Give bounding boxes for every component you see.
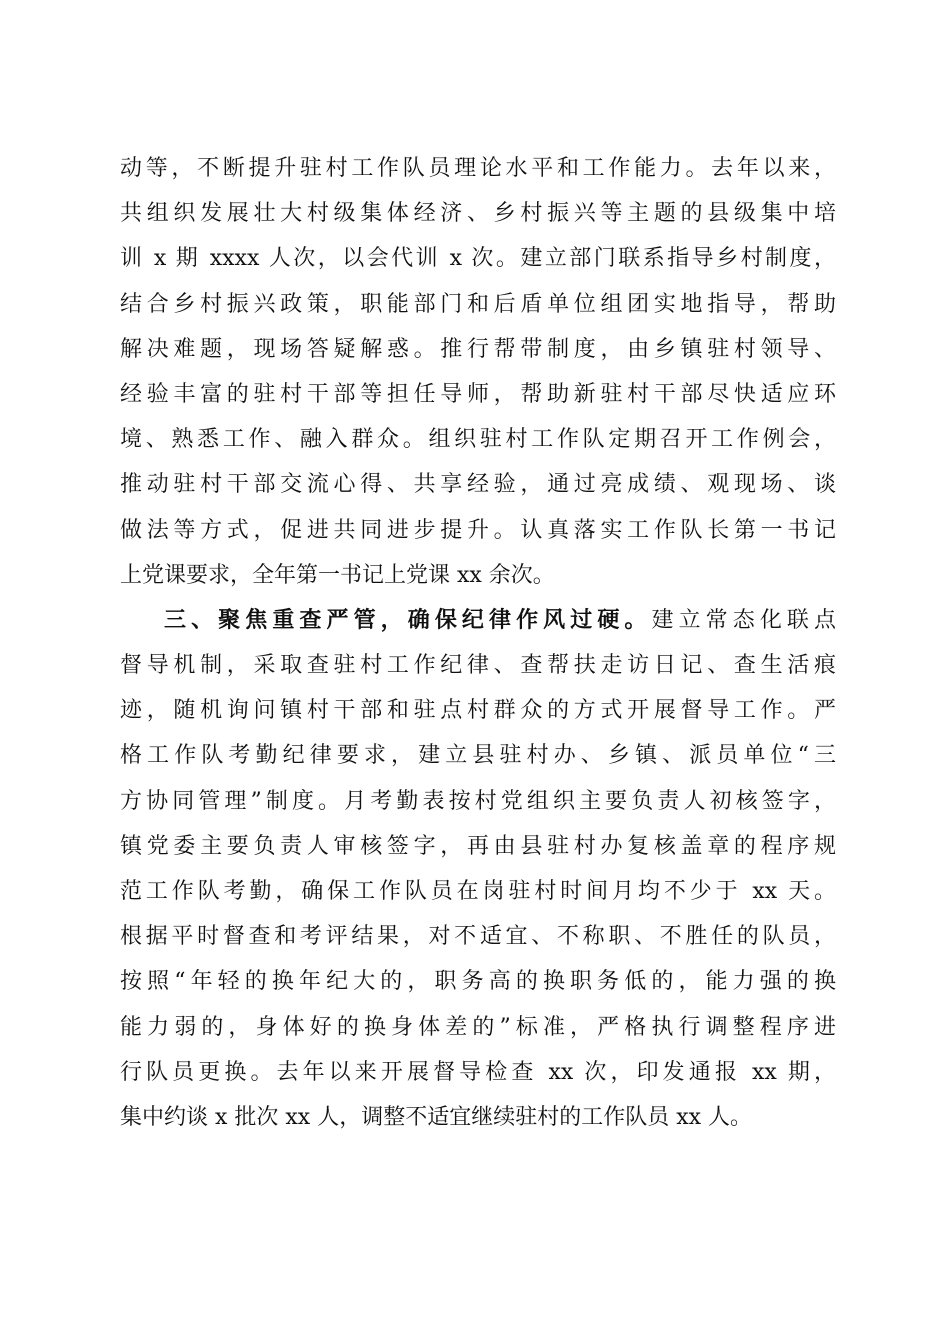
text-line: 共组织发展壮大村级集体经济、乡村振兴等主题的县级集中培 [120, 201, 836, 227]
text-line: 按照“年轻的换年纪大的，职务高的换职务低的，能力强的换 [120, 969, 836, 995]
heading-line [120, 598, 836, 643]
text-line: 格工作队考勤纪律要求，建立县驻村办、乡镇、派员单位“三 [120, 743, 836, 769]
text-line: 动等，不断提升驻村工作队员理论水平和工作能力。去年以来， [120, 156, 836, 181]
section-heading: 三、聚焦重查严管，确保纪律作风过硬。 [164, 606, 652, 633]
text-line: 结合乡村振兴政策，职能部门和后盾单位组团实地指导，帮助 [120, 291, 836, 317]
text-line: 范工作队考勤，确保工作队员在岗驻村时间月均不少于 xx 天。 [120, 879, 836, 904]
document-body [120, 146, 836, 1140]
text-line: 训 x 期 xxxx 人次，以会代训 x 次。建立部门联系指导乡村制度， [120, 246, 836, 272]
text-line: 能力弱的，身体好的换身体差的”标准，严格执行调整程序进 [120, 1014, 836, 1040]
heading-line-rest: 建立常态化联点 [651, 607, 836, 633]
text-line: 迹，随机询问镇村干部和驻点村群众的方式开展督导工作。严 [120, 698, 836, 724]
text-line: 境、熟悉工作、融入群众。组织驻村工作队定期召开工作例会， [120, 427, 836, 453]
text-line: 行队员更换。去年以来开展督导检查 xx 次，印发通报 xx 期， [120, 1059, 836, 1085]
paragraph-2 [120, 598, 836, 1140]
text-line: 镇党委主要负责人审核签字，再由县驻村办复核盖章的程序规 [120, 833, 836, 859]
text-line: 做法等方式，促进共同进步提升。认真落实工作队长第一书记 [120, 517, 836, 543]
text-line: 推动驻村干部交流心得、共享经验，通过亮成绩、观现场、谈 [120, 472, 836, 498]
text-line: 集中约谈 x 批次 xx 人，调整不适宜继续驻村的工作队员 xx 人。 [120, 1104, 752, 1130]
text-line: 经验丰富的驻村干部等担任导师，帮助新驻村干部尽快适应环 [120, 381, 836, 407]
text-line: 上党课要求，全年第一书记上党课 xx 余次。 [120, 562, 555, 588]
paragraph-1 [120, 146, 836, 598]
text-line: 根据平时督查和考评结果，对不适宜、不称职、不胜任的队员， [120, 924, 836, 950]
text-line: 方协同管理”制度。月考勤表按村党组织主要负责人初核签字， [120, 788, 836, 814]
text-line: 督导机制，采取查驻村工作纪律、查帮扶走访日记、查生活痕 [120, 653, 836, 679]
text-line: 解决难题，现场答疑解惑。推行帮带制度，由乡镇驻村领导、 [120, 336, 836, 362]
